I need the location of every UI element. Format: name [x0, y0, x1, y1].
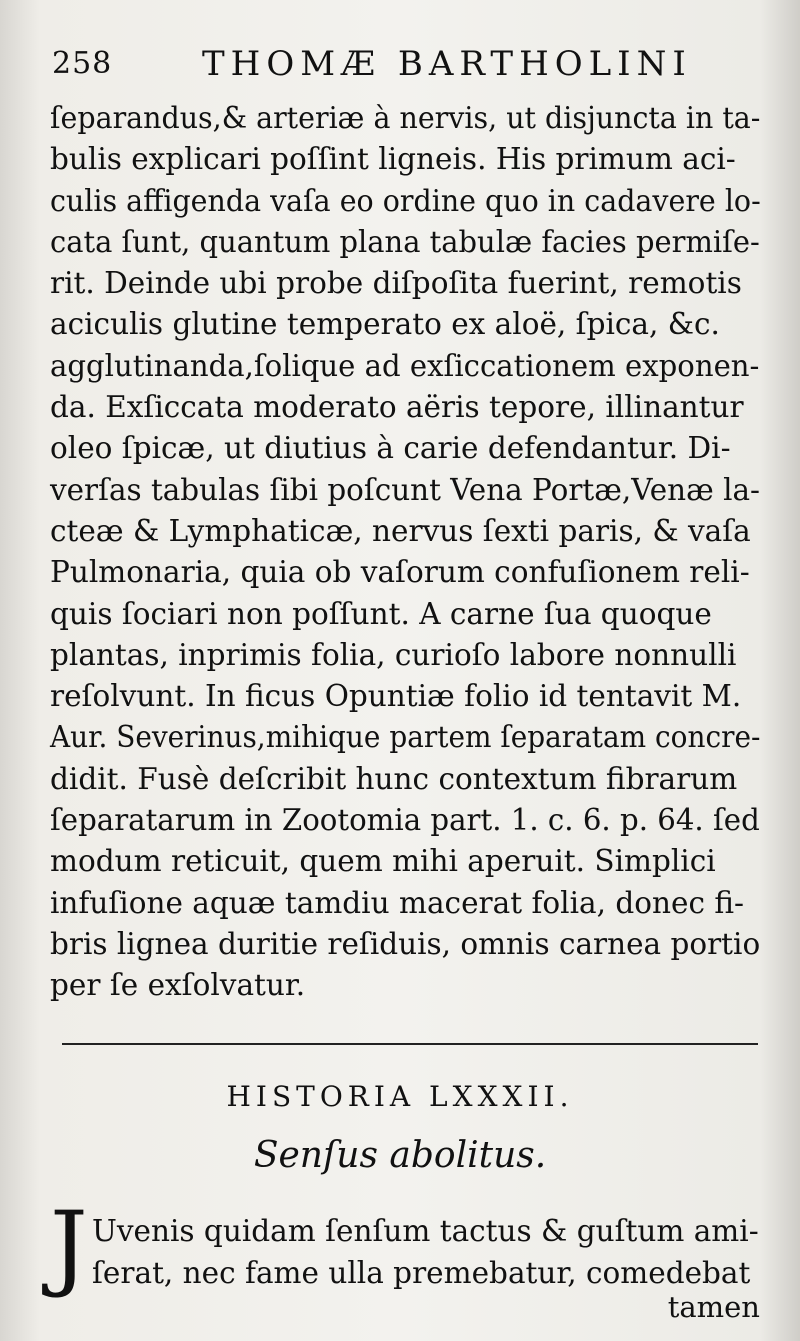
catchword: tamen: [667, 1290, 760, 1324]
section-paragraph: [92, 1210, 762, 1294]
text-line: cata ſunt, quantum plana tabulæ facies permiſe-: [50, 224, 760, 259]
text-line: infuſione aquæ tamdiu macerat folia, donec fi-: [50, 885, 744, 920]
text-line: verſas tabulas ſibi poſcunt Vena Portæ,Venæ la-: [50, 472, 760, 507]
running-title: THOMÆ BARTHOLINI: [202, 44, 692, 84]
text-line: cteæ & Lymphaticæ, nervus ſexti paris, & vaſa: [50, 513, 751, 548]
text-line: ſeparatarum in Zootomia part. 1. c. 6. p. 64. ſed: [50, 803, 760, 838]
text-line: per ſe exſolvatur.: [50, 968, 306, 1003]
section-title: Senſus abolitus.: [253, 1135, 547, 1176]
text-line: bulis explicari poſſint ligneis. His primum aci-: [50, 142, 736, 177]
text-line: Pulmonaria, quia ob vaſorum confuſionem reli-: [50, 555, 750, 590]
text-line: culis affigenda vaſa eo ordine quo in cadavere lo-: [50, 183, 761, 218]
text-line: reſolvunt. In ficus Opuntiæ folio id tentavit M.: [50, 679, 742, 714]
body-paragraph: [50, 98, 760, 1007]
text-line: bris lignea duritie reſiduis, omnis carnea portio: [50, 926, 761, 961]
text-line: quis ſociari non poſſunt. A carne ſua quoque: [50, 596, 712, 631]
text-line: agglutinanda,ſolique ad exſiccationem exponen-: [50, 348, 760, 383]
text-line: Aur. Severinus,mihique partem ſeparatam concre-: [50, 720, 761, 755]
text-line: didit. Fusè deſcribit hunc contextum fibrarum: [50, 761, 738, 796]
text-line: Uvenis quidam ſenſum tactus & guſtum ami-: [92, 1214, 759, 1248]
page-header: [52, 42, 752, 102]
text-line: modum reticuit, quem mihi aperuit. Simplici: [50, 844, 716, 879]
drop-cap: J: [50, 1192, 88, 1301]
text-line: rit. Deinde ubi probe diſpoſita fuerint, remotis: [50, 266, 742, 301]
page-number: 258: [52, 46, 113, 81]
text-line: ſeparandus,& arteriæ à nervis, ut disjuncta in ta-: [50, 101, 761, 135]
text-line: oleo ſpicæ, ut diutius à carie defendantur. Di-: [50, 431, 731, 466]
text-line: aciculis glutine temperato ex aloë, ſpica, &c.: [50, 307, 720, 342]
text-line: plantas, inprimis folia, curioſo labore nonnulli: [50, 637, 737, 672]
text-line: ſerat, nec fame ulla premebatur, comedebat: [92, 1256, 751, 1290]
text-line: da. Exſiccata moderato aëris tepore, illinantur: [50, 390, 744, 425]
section-divider: [62, 1043, 758, 1045]
section-heading: HISTORIA LXXXII.: [226, 1080, 574, 1113]
